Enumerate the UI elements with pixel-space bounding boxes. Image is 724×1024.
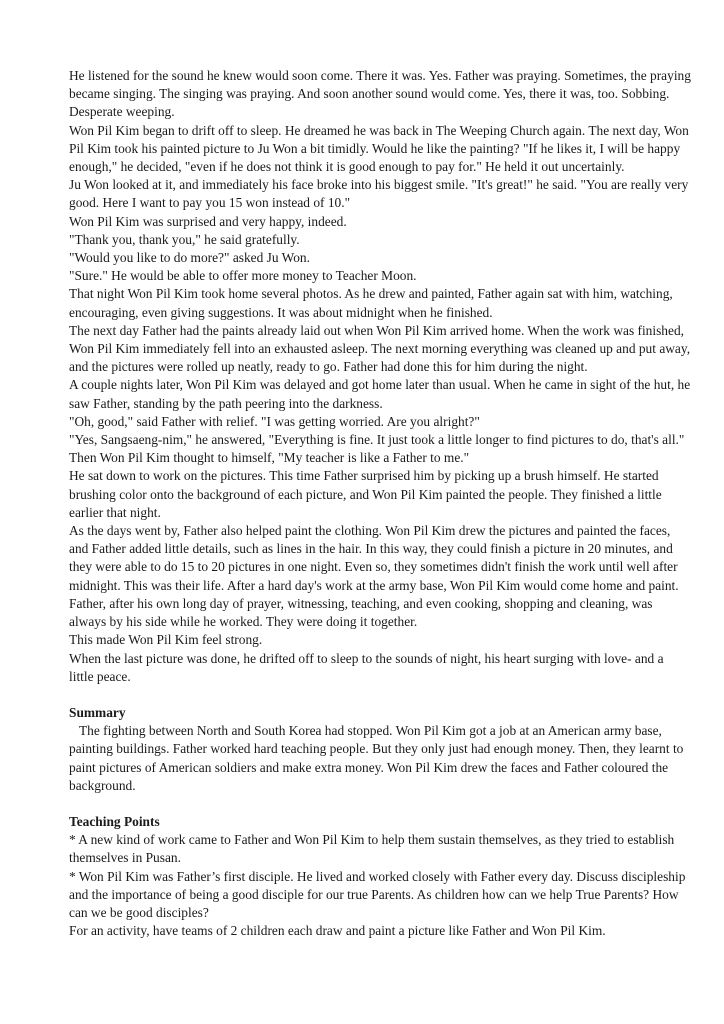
section-spacer — [69, 795, 691, 813]
story-paragraph: Won Pil Kim was surprised and very happy, indeed. — [69, 213, 347, 229]
story-paragraph: "Oh, good," said Father with relief. "I was getting worried. Are you alright?" — [69, 413, 480, 429]
summary-section — [69, 704, 691, 795]
teaching-point-item: * Won Pil Kim was Father’s first disciple. He lived and worked closely with Father every day. Discuss discipleship and the importance of being a good disciple for our true Parents. As children how can we help True Parents? How can we be good disciples? — [69, 868, 686, 920]
story-section — [69, 67, 691, 686]
story-paragraph: When the last picture was done, he drifted off to sleep to the sounds of night, his heart surging with love- and a little peace. — [69, 650, 664, 684]
teaching-points-heading: Teaching Points — [69, 813, 160, 829]
story-paragraph: "Yes, Sangsaeng-nim," he answered, "Everything is fine. It just took a little longer to find pictures to do, that's all." Then Won Pil Kim thought to himself, "My teacher is like a Father to me." — [69, 432, 685, 466]
summary-text: The fighting between North and South Korea had stopped. Won Pil Kim got a job at an American army base, painting buildings. Father worked hard teaching people. But they only just had enough money. Then, they learnt to paint pictures of American soldiers and make extra money. Won Pil Kim drew the faces and Father coloured the background. — [69, 723, 684, 793]
story-paragraph: The next day Father had the paints already laid out when Won Pil Kim arrived home. When the work was finished, Won Pil Kim immediately fell into an exhausted asleep. The next morning everything was cleaned up and put away, and the pictures were rolled up neatly, ready to go. Father had done this for him during the night. — [69, 322, 691, 375]
story-paragraph: As the days went by, Father also helped paint the clothing. Won Pil Kim drew the pictures and painted the faces, and Father added little details, such as lines in the hair. In this way, they could finish a picture in 20 minutes, and they were able to do 15 to 20 pictures in one night. Even so, they sometimes didn't finish the work until well after midnight. This was their life. After a hard day's work at the army base, Won Pil Kim would come home and paint. Father, after his own long day of prayer, witnessing, teaching, and even cooking, shopping and cleaning, was always by his side while he worked. They were doing it together. — [69, 523, 679, 630]
section-spacer — [69, 686, 691, 704]
story-paragraph: "Would you like to do more?" asked Ju Won. — [69, 250, 310, 266]
story-paragraph: He listened for the sound he knew would soon come. There it was. Yes. Father was praying. Sometimes, the praying became singing. The singing was praying. And soon another sound would come. Yes, there it was, too. Sobbing. Desperate weeping. — [69, 68, 691, 120]
story-paragraph: That night Won Pil Kim took home several photos. As he drew and painted, Father again sat with him, watching, encouraging, even giving suggestions. It was about midnight when he finished. — [69, 286, 673, 320]
story-paragraph: This made Won Pil Kim feel strong. — [69, 632, 263, 648]
story-paragraph: "Sure." He would be able to offer more money to Teacher Moon. — [69, 268, 417, 284]
story-paragraph: He sat down to work on the pictures. This time Father surprised him by picking up a brush himself. He started brushing color onto the background of each picture, and Won Pil Kim painted the people. They finished a little earlier that night. — [69, 468, 662, 520]
story-paragraph: Won Pil Kim began to drift off to sleep. He dreamed he was back in The Weeping Church again. The next day, Won Pil Kim took his painted picture to Ju Won a bit timidly. Would he like the painting? "If he likes it, I will be happy enough," he decided, "even if he does not think it is good enough to pay for." He held it out uncertainly. — [69, 122, 689, 175]
document-page — [69, 67, 691, 940]
teaching-points-section — [69, 813, 691, 940]
teaching-point-activity: For an activity, have teams of 2 children each draw and paint a picture like Father and Won Pil Kim. — [69, 923, 606, 939]
teaching-point-item: * A new kind of work came to Father and Won Pil Kim to help them sustain themselves, as they tried to establish themselves in Pusan. — [69, 832, 675, 866]
story-paragraph: "Thank you, thank you," he said gratefully. — [69, 231, 300, 247]
story-paragraph: Ju Won looked at it, and immediately his face broke into his biggest smile. "It's great!" he said. "You are really very good. Here I want to pay you 15 won instead of 10." — [69, 177, 689, 211]
story-paragraph: A couple nights later, Won Pil Kim was delayed and got home later than usual. When he came in sight of the hut, he saw Father, standing by the path peering into the darkness. — [69, 377, 691, 411]
summary-heading: Summary — [69, 704, 126, 720]
